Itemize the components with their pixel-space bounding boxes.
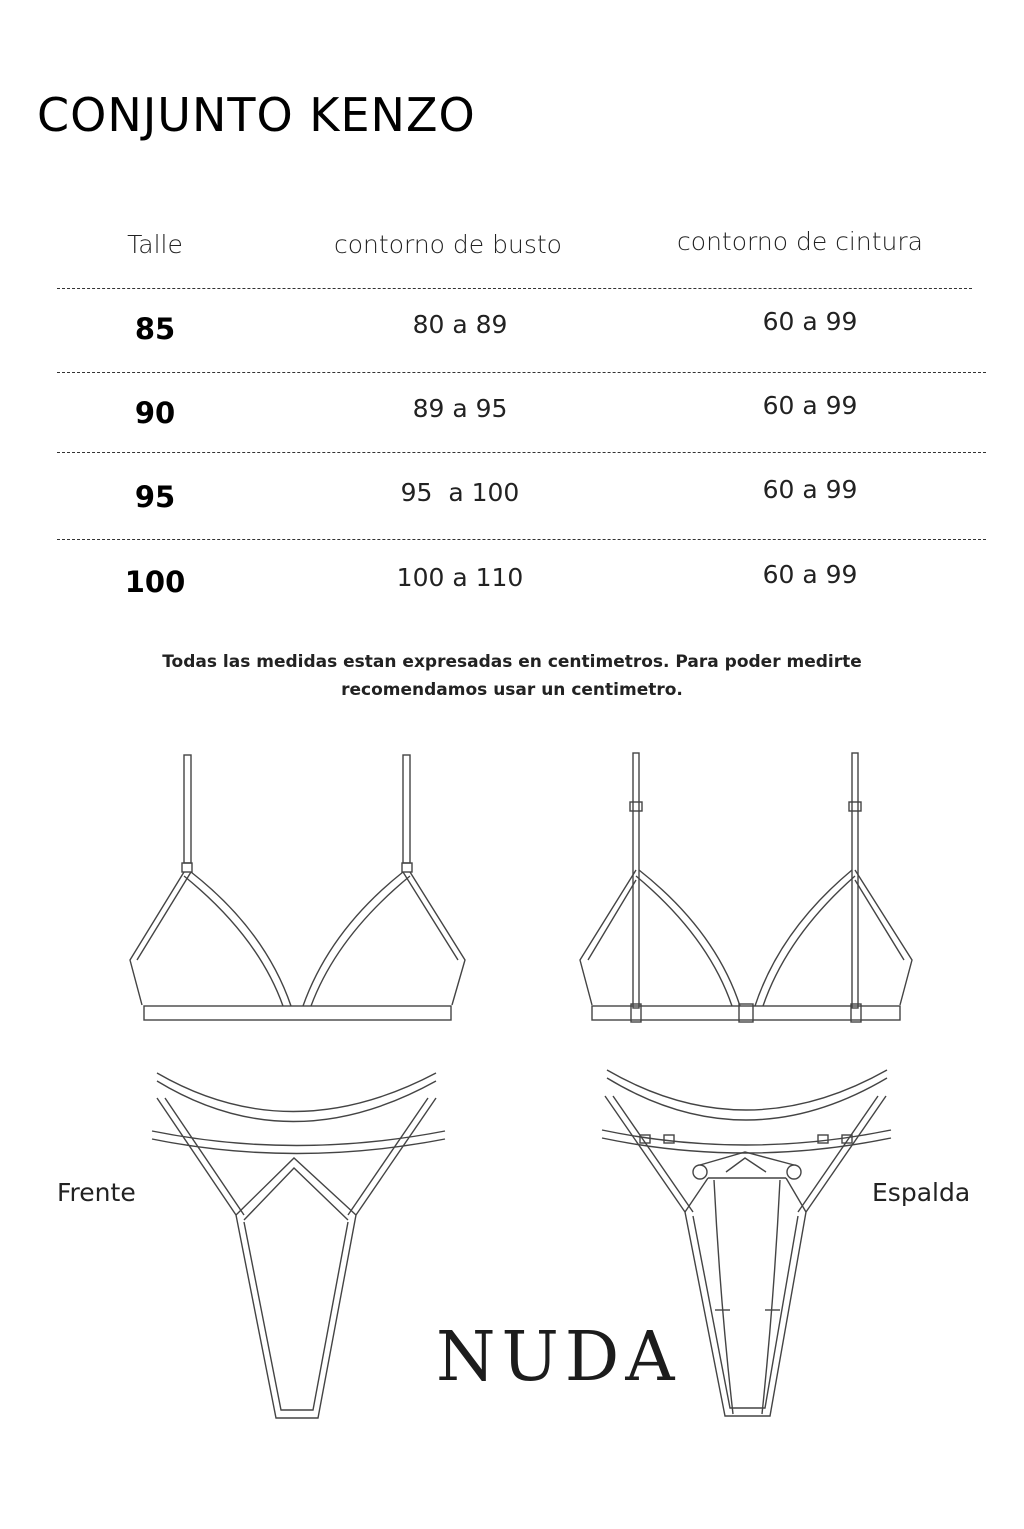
front-panty-illustration bbox=[152, 1073, 445, 1418]
header-talle: Talle bbox=[127, 230, 183, 259]
size-cell: 85 bbox=[134, 312, 176, 346]
size-cell: 95 bbox=[134, 480, 176, 514]
bust-cell: 80 a 89 bbox=[412, 310, 508, 339]
bust-cell: 95 a 100 bbox=[400, 478, 520, 507]
note-line: Todas las medidas estan expresadas en centimetros. Para poder medirte bbox=[162, 652, 862, 672]
back-label: Espalda bbox=[872, 1178, 971, 1207]
bust-cell: 100 a 110 bbox=[396, 563, 524, 592]
brand-logo: NUDA bbox=[436, 1318, 681, 1397]
waist-cell: 60 a 99 bbox=[762, 560, 858, 589]
back-bra-illustration bbox=[580, 753, 912, 1022]
note-line: recomendamos usar un centimetro. bbox=[341, 680, 683, 700]
page-title: CONJUNTO KENZO bbox=[37, 88, 476, 142]
size-cell: 90 bbox=[134, 396, 176, 430]
waist-cell: 60 a 99 bbox=[762, 475, 858, 504]
header-cintura: contorno de cintura bbox=[677, 227, 923, 256]
header-busto: contorno de busto bbox=[334, 230, 562, 259]
front-label: Frente bbox=[57, 1178, 136, 1207]
waist-cell: 60 a 99 bbox=[762, 307, 858, 336]
size-cell: 100 bbox=[124, 565, 186, 599]
waist-cell: 60 a 99 bbox=[762, 391, 858, 420]
front-bra-illustration bbox=[130, 755, 465, 1020]
bust-cell: 89 a 95 bbox=[412, 394, 508, 423]
